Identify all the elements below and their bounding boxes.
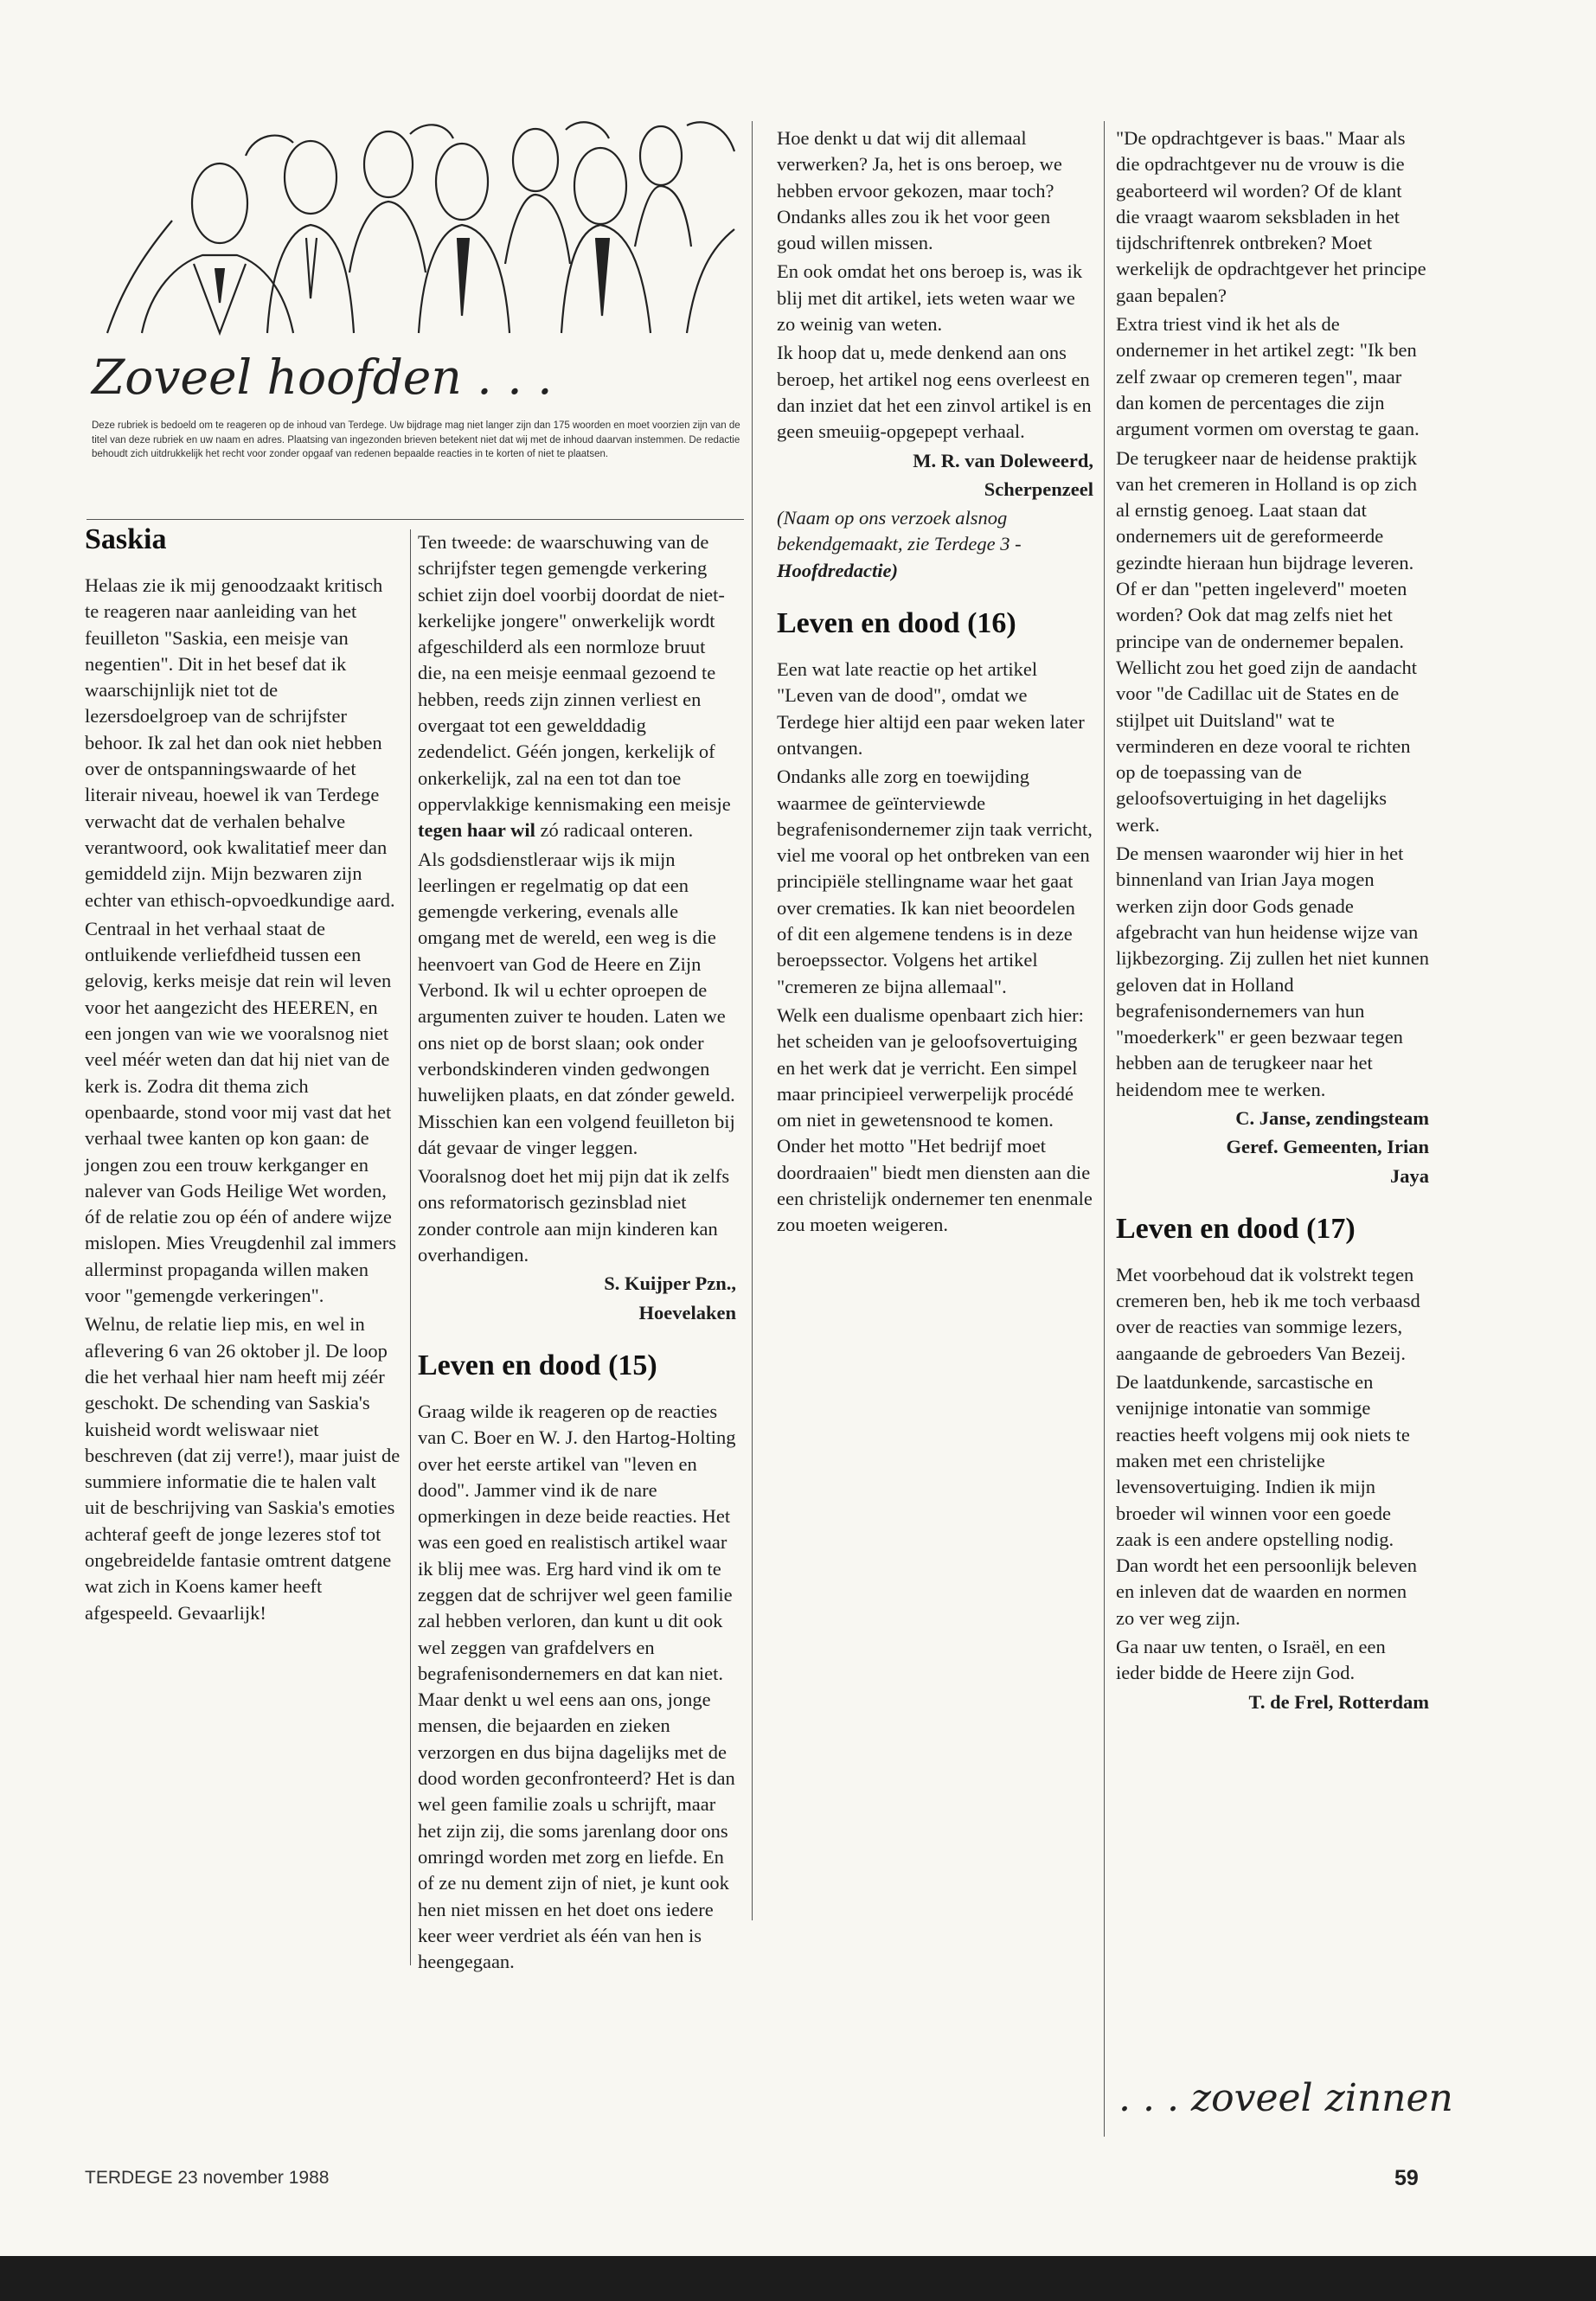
letter-heading-17: Leven en dood (17)	[1116, 1212, 1356, 1245]
column-rule-1	[410, 529, 411, 1965]
column-rule-2	[752, 121, 753, 1920]
rubric-closing: . . . zoveel zinnen	[1118, 2076, 1453, 2120]
paragraph: De laatdunkende, sarcastische en venijnige intonatie van sommige reacties heeft volgens mij ook niets te maken met een christelijke levensovertuiging. Indien ik mijn broeder wil winnen voor een goede zaak is een andere opstelling nodig. Dan wordt het een persoonlijk beleven en inleven dat de waarden en normen zo ver weg zijn.	[1116, 1371, 1418, 1629]
paragraph: Als godsdienstleraar wijs ik mijn leerlingen er regelmatig op dat een gemengde verkering, evenals alle omgang met de wereld, een weg is die heenvoert van God de Heere en Zijn Verbond. Ik wil u echter oproepen de argumenten zuiver te houden. Laten we ons niet op de borst slaan; ook onder verbondskinderen vinden gedwongen huwelijken plaats, en dat zónder geweld. Misschien kan een volgend feuilleton bij dát gevaar de vinger leggen.	[418, 848, 735, 1158]
paragraph: Een wat late reactie op het artikel "Leven van de dood", omdat we Terdege hier altijd een paar weken later ontvangen.	[777, 658, 1085, 759]
editor-note: (Naam op ons verzoek alsnog bekendgemaakt, zie Terdege 3 - Hoofdredactie)	[777, 507, 1022, 581]
scan-edge	[0, 2256, 1596, 2301]
paragraph: Welk een dualisme openbaart zich hier: het scheiden van je geloofsovertuiging en het werk dat je verricht. Een simpel maar principieel verwerpelijk procédé om niet in gewetensnood te komen. Onder het motto "Het bedrijf moet doordraaien" biedt men diensten aan die een christelijk ondernemer ten enenmale zou moeten weigeren.	[777, 1003, 1093, 1236]
paragraph: Ondanks alle zorg en toewijding waarmee de geïnterviewde begrafenisondernemer zijn taak verricht, viel me vooral op het ontbreken van een principiële stellingname waar het gaat over crematies. Ik kan niet beoordelen of dit een algemene tendens is in deze beroepssector. Volgens het artikel "cremeren ze bijna allemaal".	[777, 766, 1093, 997]
paragraph: Vooralsnog doet het mij pijn dat ik zelfs ons reformatorisch gezinsblad niet zonder controle aan mijn kinderen kan overhandigen.	[418, 1165, 730, 1266]
signature-place: Hoevelaken	[638, 1301, 736, 1324]
crowd-of-heads-illustration	[90, 117, 747, 346]
signature-place: Jaya	[1390, 1164, 1429, 1187]
column-rule-3	[1104, 121, 1105, 2137]
paragraph: En ook omdat het ons beroep is, was ik blij met dit artikel, iets weten waar we zo weinig van weten.	[777, 260, 1083, 336]
emphasis: tegen haar wil	[418, 819, 535, 842]
signature-name: S. Kuijper Pzn.,	[604, 1272, 736, 1295]
signature-name: C. Janse, zendingsteam	[1235, 1106, 1429, 1129]
paragraph: Graag wilde ik reageren op de reacties van C. Boer en W. J. den Hartog-Holting over het eerste artikel van "leven en dood". Jammer vind ik de nare opmerkingen in deze beide reacties. Het was een goed en realistisch artikel waar ik blij mee was. Erg hard vind ik om te zeggen dat de schrijver wel geen familie zal hebben verloren, dan kunt u dit ook wel zeggen van grafdelvers en begrafenisondernemers en dat kan niet. Maar denkt u wel eens aan ons, jonge mensen, die bejaarden en zieken verzorgen en dus bijna dagelijks met de dood worden geconfronteerd? Het is dan wel geen familie zoals u schrijft, maar het zijn zij, die soms jarenlang door ons omringd worden met zorg en liefde. En of ze nu dement zijn of niet, je kunt ook hen niet missen en het doet ons iedere keer weer verdriet als één van hen is heengegaan.	[418, 1400, 736, 1973]
paragraph: Extra triest vind ik het als de ondernemer in het artikel zegt: "Ik ben zelf zwaar op cremeren tegen", maar dan komen de percentages die zijn argument vormen om overstag te gaan.	[1116, 313, 1420, 440]
paragraph: Welnu, de relatie liep mis, en wel in aflevering 6 van 26 oktober jl. De loop die het verhaal hier nam heeft mij zéér geschokt. De schending van Saskia's kuisheid wordt weliswaar niet beschreven (dat zij verre!), maar juist de summiere informatie die te halen valt uit de beschrijving van Saskia's emoties achteraf geeft de jonge lezeres stof tot ongebreidelde fantasie omtrent datgene wat zich in Koens kamer heeft afgespeeld. Gevaarlijk!	[85, 1313, 401, 1624]
paragraph: Ik hoop dat u, mede denkend aan ons beroep, het artikel nog eens overleest en dan inziet dat het een zinvol artikel is en geen smeuiig-opgepept verhaal.	[777, 342, 1092, 443]
signature-name: M. R. van Doleweerd,	[913, 449, 1093, 471]
paragraph: Centraal in het verhaal staat de ontluikende verliefdheid tussen een gelovig, kerks meisje dat rein wil leven voor het aangezicht des HEEREN, en een jongen van wie we vooralsnog niet veel méér weten dan dat hij niet van de kerk is. Zodra dit thema zich openbaarde, stond voor mij vast dat het verhaal twee kanten op kon gaan: de jongen zou een trouw kerkganger en nalever van Gods Heilige Wet worden, óf de relatie zou op één of andere wijze mislopen. Mies Vreugdenhil zal immers allerminst propaganda willen maken voor "gemengde verkeringen".	[85, 917, 397, 1307]
column-1	[85, 519, 401, 1629]
column-4	[1116, 125, 1429, 1718]
letter-heading-16: Leven en dood (16)	[777, 607, 1016, 640]
paragraph: Ten tweede: de waarschuwing van de schrijfster tegen gemengde verkering schiet zijn doel voorbij doordat de niet-kerkelijke jongere" onwerkelijk wordt afgeschilderd als een normloze bruut die, na een meisje eenmaal gezoend te hebben, reeds zijn zinnen verliest en overgaat tot een gewelddadig zedendelict. Géén jongen, kerkelijk of onkerkelijk, zal na een tot dan toe oppervlakkige kennismaking een meisje tegen haar wil zó radicaal onteren.	[418, 531, 731, 842]
rubric-intro: Deze rubriek is bedoeld om te reageren op de inhoud van Terdege. Uw bijdrage mag niet langer zijn dan 175 woorden en moet voorzien zijn van de titel van deze rubriek en uw naam en adres. Plaatsing van ingezonden brieven betekent niet dat wij met de inhoud daarvan instemmen. De redactie behoudt zich uitdrukkelijk het recht voor zonder opgaaf van redenen bepaalde reacties in te korten of niet te plaatsen.	[92, 420, 740, 459]
letter-heading-saskia: Saskia	[85, 523, 167, 555]
paragraph: De mensen waaronder wij hier in het binnenland van Irian Jaya mogen werken zijn door Gods genade afgebracht van hun heidense wijze van lijkbezorging. Zij zullen het niet kunnen geloven dat in Holland begrafenisondernemers van hun "moederkerk" er geen bezwaar tegen hebben aan de terugkeer naar het heidendom mee te werken.	[1116, 843, 1429, 1100]
letter-heading-15: Leven en dood (15)	[418, 1349, 657, 1381]
paragraph: Ga naar uw tenten, o Israël, en een ieder bidde de Heere zijn God.	[1116, 1636, 1386, 1684]
paragraph: "De opdrachtgever is baas." Maar als die opdrachtgever nu de vrouw is die geaborteerd wil worden? Of de klant die vraagt waarom seksbladen in het tijdschriftenrek ontbreken? Moet werkelijk de opdrachtgever het principe gaan bepalen?	[1116, 127, 1426, 306]
signature-place: Scherpenzeel	[984, 478, 1093, 500]
paragraph: De terugkeer naar de heidense praktijk van het cremeren in Holland is op zich al ernstig genoeg. Laat staan dat ondernemers uit de gereformeerde gezindte hieraan hun bijdrage leveren. Of er dan "petten ingeleverd" moeten worden? Ook dat mag zelfs niet het principe van de ondernemer bepalen. Wellicht zou het goed zijn de aandacht voor "de Cadillac uit de States en de stijlpet uit Duitsland" wat te verminderen en deze vooral te richten op de toepassing van de geloofsovertuiging in het dagelijks werk.	[1116, 446, 1418, 836]
paragraph: Hoe denkt u dat wij dit allemaal verwerken? Ja, het is ons beroep, we hebben ervoor gekozen, maar toch? Ondanks alles zou ik het voor geen goud willen missen.	[777, 127, 1062, 254]
signature-org: Geref. Gemeenten, Irian	[1226, 1136, 1429, 1158]
signature-name: T. de Frel, Rotterdam	[1248, 1690, 1429, 1713]
paragraph: Helaas zie ik mij genoodzaakt kritisch te reageren naar aanleiding van het feuilleton "Saskia, een meisje van negentien". Dit in het besef dat ik waarschijnlijk niet tot de lezersdoelgroep van de schrijfster behoor. Ik zal het dan ook niet hebben over de ontspanningswaarde of het literair niveau, hoewel ik van Terdege verwacht dat de verhalen behalve verantwoord, ook kwalitatief meer dan gemiddeld zijn. Mijn bezwaren zijn echter van ethisch-opvoedkundige aard.	[85, 574, 395, 911]
column-3	[777, 125, 1093, 1241]
column-2	[418, 529, 736, 1977]
rubric-title: Zoveel hoofden . . .	[92, 349, 553, 405]
page-number: 59	[1394, 2166, 1419, 2190]
paragraph: Met voorbehoud dat ik volstrekt tegen cremeren ben, heb ik me toch verbaasd over de reacties van sommige lezers, aangaande de gebroeders Van Bezeij.	[1116, 1263, 1420, 1364]
magazine-issue: TERDEGE 23 november 1988	[85, 2168, 330, 2188]
